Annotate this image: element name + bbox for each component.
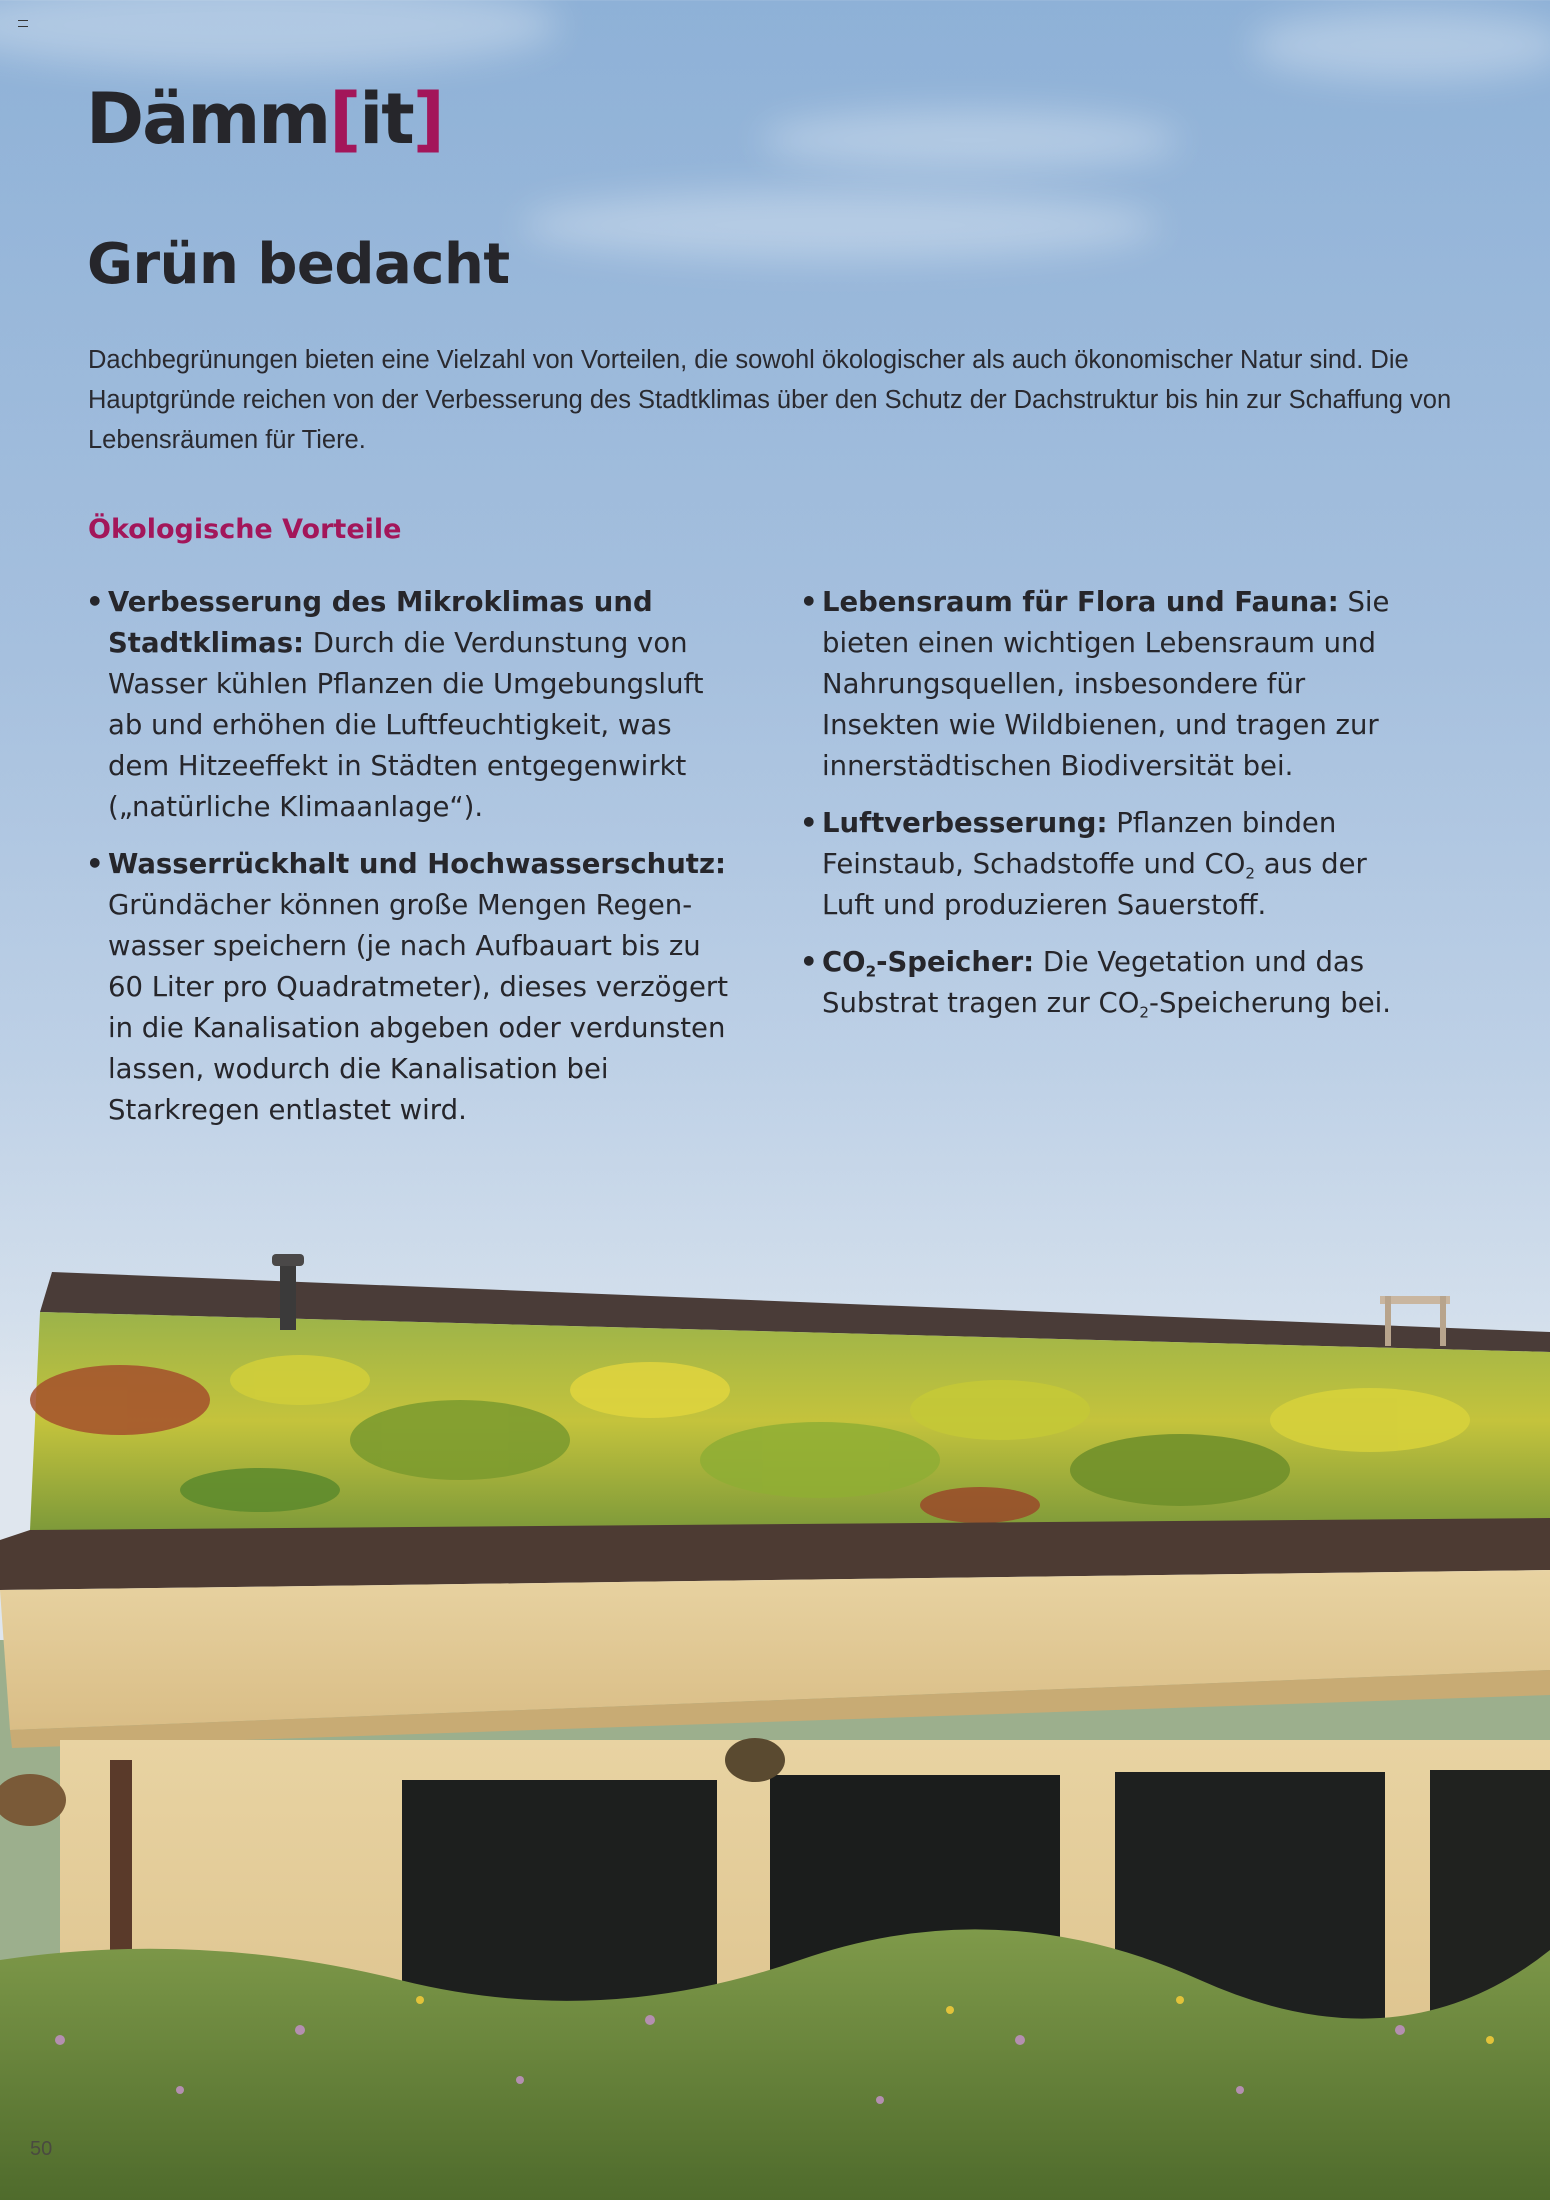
benefit-term: Luftverbesserung: — [822, 807, 1108, 839]
intro-paragraph: Dachbegrünungen bieten eine Vielzahl von Vorteilen, die sowohl ökologischer als auch ökonomischer Natur sind. Die Hauptgründe reichen von der Verbesserung des Stadtklimas über den Schutz der Dachstruktur bis hin zur Schaffung von Lebensräumen für Tiere. — [88, 346, 1452, 454]
page-number: 50 — [30, 2138, 53, 2160]
benefit-term: Verbesserung des Mikroklimas und Stadtklimas: — [108, 586, 653, 659]
cloud — [1250, 10, 1550, 80]
term-part: -Speicher: — [876, 946, 1035, 978]
benefit-text: Sie bieten einen wichtigen Lebensraum und Nahrungsquellen, insbesondere für Insekten wie Wildbienen, und tragen zur innerstädtischen Biodiversität bei. — [822, 586, 1390, 782]
logo-bracket-open: [ — [329, 78, 360, 160]
benefit-text: Die Vegetation und das Substrat tragen zur CO — [822, 946, 1365, 1019]
cloud — [0, 0, 560, 70]
logo-bracket-close: ] — [412, 78, 443, 160]
menu-icon[interactable] — [18, 20, 28, 27]
list-item — [88, 844, 728, 1131]
brand-logo — [86, 78, 443, 160]
benefits-list-right — [802, 582, 1402, 1040]
section-heading: Ökologische Vorteile — [88, 514, 402, 545]
green-roof-photo — [0, 1240, 1550, 2200]
benefit-text: -Speicherung bei. — [1149, 987, 1391, 1019]
cloud — [520, 190, 1160, 260]
logo-accent-text: it — [359, 78, 413, 160]
benefit-text: Pflanzen binden Feinstaub, Schadstoffe und CO — [822, 807, 1337, 880]
benefit-term — [822, 946, 1035, 981]
list-item — [802, 942, 1402, 1024]
benefit-term: Lebensraum für Flora und Fauna: — [822, 586, 1339, 618]
term-part: CO — [822, 946, 866, 978]
benefits-list-left — [88, 582, 728, 1147]
benefit-term: Wasserrückhalt und Hochwasserschutz: — [108, 848, 726, 880]
subscript: 2 — [1139, 1003, 1150, 1022]
list-item — [802, 803, 1402, 926]
list-item — [802, 582, 1402, 787]
benefit-text: aus der Luft und produzieren Sauerstoff. — [822, 848, 1367, 921]
list-item — [88, 582, 728, 828]
subscript: 2 — [1245, 864, 1256, 883]
benefit-text: Durch die Verdunstung von Wasser kühlen Pflanzen die Umgebungsluft ab und erhöhen die Luftfeuchtigkeit, was dem Hitzeeffekt in Städten entgegenwirkt („natürliche Klimaanlage“). — [108, 627, 704, 823]
logo-text: Dämm — [86, 78, 330, 160]
subscript: 2 — [865, 962, 877, 981]
benefit-text: Gründächer können große Mengen Regenwasser speichern (je nach Aufbauart bis zu 60 Liter pro Quadratmeter), dieses verzögert in die Kanalisation abgeben oder verdunsten lassen, wodurch die Kanalisation bei Starkregen entlastet wird. — [108, 889, 728, 1126]
page-title: Grün bedacht — [87, 232, 510, 297]
cloud — [760, 110, 1180, 170]
